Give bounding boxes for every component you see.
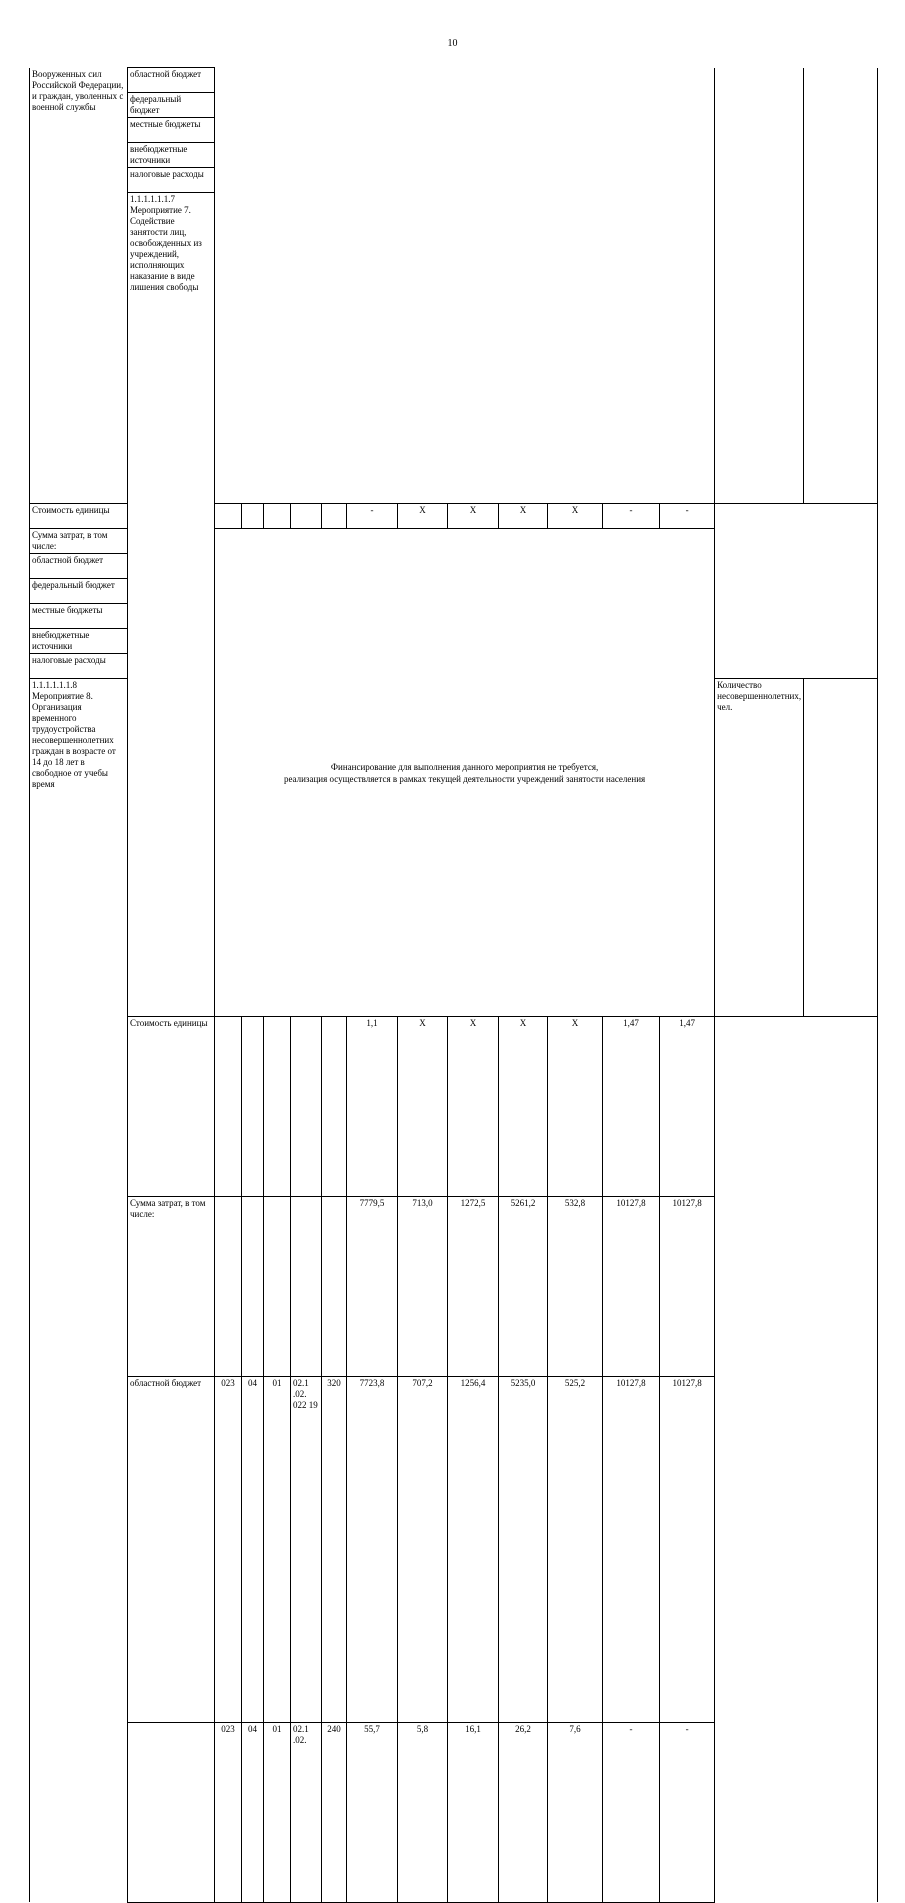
financing-note	[215, 529, 715, 1017]
value-cell: 7723,8	[347, 1377, 398, 1722]
value-cell: 707,2	[398, 1377, 448, 1722]
value-cell: X	[398, 504, 448, 529]
block2-cost-label: Стоимость единицы	[128, 1017, 215, 1197]
code-cell: 320	[322, 1377, 347, 1722]
program-table	[29, 67, 878, 1903]
block0-source: федеральный бюджет	[128, 93, 215, 118]
value-cell: 10127,8	[603, 1197, 660, 1377]
code-cell: 04	[242, 1377, 264, 1722]
code-cell: 023	[215, 1377, 242, 1722]
value-cell: 1,47	[660, 1017, 715, 1197]
value-cell: X	[499, 1017, 548, 1197]
value-cell: 7,6	[548, 1722, 603, 1902]
block0-empty	[215, 68, 715, 504]
block1-source: налоговые расходы	[30, 654, 128, 679]
value-cell: 5,8	[398, 1722, 448, 1902]
value-cell: 10127,8	[660, 1377, 715, 1722]
block0-source: местные бюджеты	[128, 118, 215, 143]
value-cell: 7779,5	[347, 1197, 398, 1377]
value-cell: -	[660, 504, 715, 529]
code-cell: 023	[215, 1722, 242, 1902]
value-cell: 10127,8	[603, 1377, 660, 1722]
block1-source: федеральный бюджет	[30, 579, 128, 604]
code-cell: 01	[264, 1722, 291, 1902]
value-cell: -	[347, 504, 398, 529]
value-cell: 1256,4	[448, 1377, 499, 1722]
value-cell: X	[548, 1017, 603, 1197]
code-cell: 04	[242, 1722, 264, 1902]
code-cell: 240	[322, 1722, 347, 1902]
value-cell: 713,0	[398, 1197, 448, 1377]
value-cell: 55,7	[347, 1722, 398, 1902]
value-cell: 26,2	[499, 1722, 548, 1902]
value-cell: X	[548, 504, 603, 529]
block1-source: областной бюджет	[30, 554, 128, 579]
block2-ob-label: областной бюджет	[128, 1377, 215, 1722]
block2-sum-label: Сумма затрат, в том числе:	[128, 1197, 215, 1377]
financing-note-line2: реализация осуществляется в рамках текущей деятельности учреждений занятости населения	[283, 773, 646, 784]
value-cell: 1272,5	[448, 1197, 499, 1377]
block2-count-label: Количество несовершеннолетних, чел.	[715, 679, 804, 1017]
value-cell: -	[603, 504, 660, 529]
block1-source: внебюджетные источники	[30, 629, 128, 654]
value-cell: X	[448, 1017, 499, 1197]
value-cell: -	[603, 1722, 660, 1902]
value-cell: 5235,0	[499, 1377, 548, 1722]
value-cell: 10127,8	[660, 1197, 715, 1377]
value-cell: 5261,2	[499, 1197, 548, 1377]
code-cell: 01	[264, 1377, 291, 1722]
block1-sum-label: Сумма затрат, в том числе:	[30, 529, 128, 554]
code-cell: 02.1 .02. 022 19	[291, 1377, 322, 1722]
block1-cost-label: Стоимость единицы	[30, 504, 128, 529]
value-cell: -	[660, 1722, 715, 1902]
code-cell: 02.1 .02.	[291, 1722, 322, 1902]
block1-source: местные бюджеты	[30, 604, 128, 629]
page-number: 10	[447, 38, 458, 49]
block2-last-label	[128, 1722, 215, 1902]
value-cell: X	[499, 504, 548, 529]
block0-source: налоговые расходы	[128, 168, 215, 193]
block0-executor	[715, 68, 804, 504]
financing-note-line1: Финансирование для выполнения данного мероприятия не требуется,	[330, 761, 599, 772]
block0-result	[804, 68, 878, 504]
value-cell: 532,8	[548, 1197, 603, 1377]
block0-name: Вооруженных сил Российской Федерации, и граждан, уволенных с военной службы	[30, 68, 128, 504]
value-cell: 1,1	[347, 1017, 398, 1197]
value-cell: 16,1	[448, 1722, 499, 1902]
value-cell: 1,47	[603, 1017, 660, 1197]
block2-name: 1.1.1.1.1.1.8 Мероприятие 8. Организация временного трудоустройства несовершеннолетних граждан в возрасте от 14 до 18 лет в свободное от учебы время	[30, 679, 128, 1903]
block0-source: областной бюджет	[128, 68, 215, 93]
value-cell: X	[398, 1017, 448, 1197]
value-cell: 525,2	[548, 1377, 603, 1722]
block1-name: 1.1.1.1.1.1.7 Мероприятие 7. Содействие занятости лиц, освобожденных из учреждений, исполняющих наказание в виде лишения свободы	[128, 193, 215, 1017]
block0-source: внебюджетные источники	[128, 143, 215, 168]
value-cell: X	[448, 504, 499, 529]
